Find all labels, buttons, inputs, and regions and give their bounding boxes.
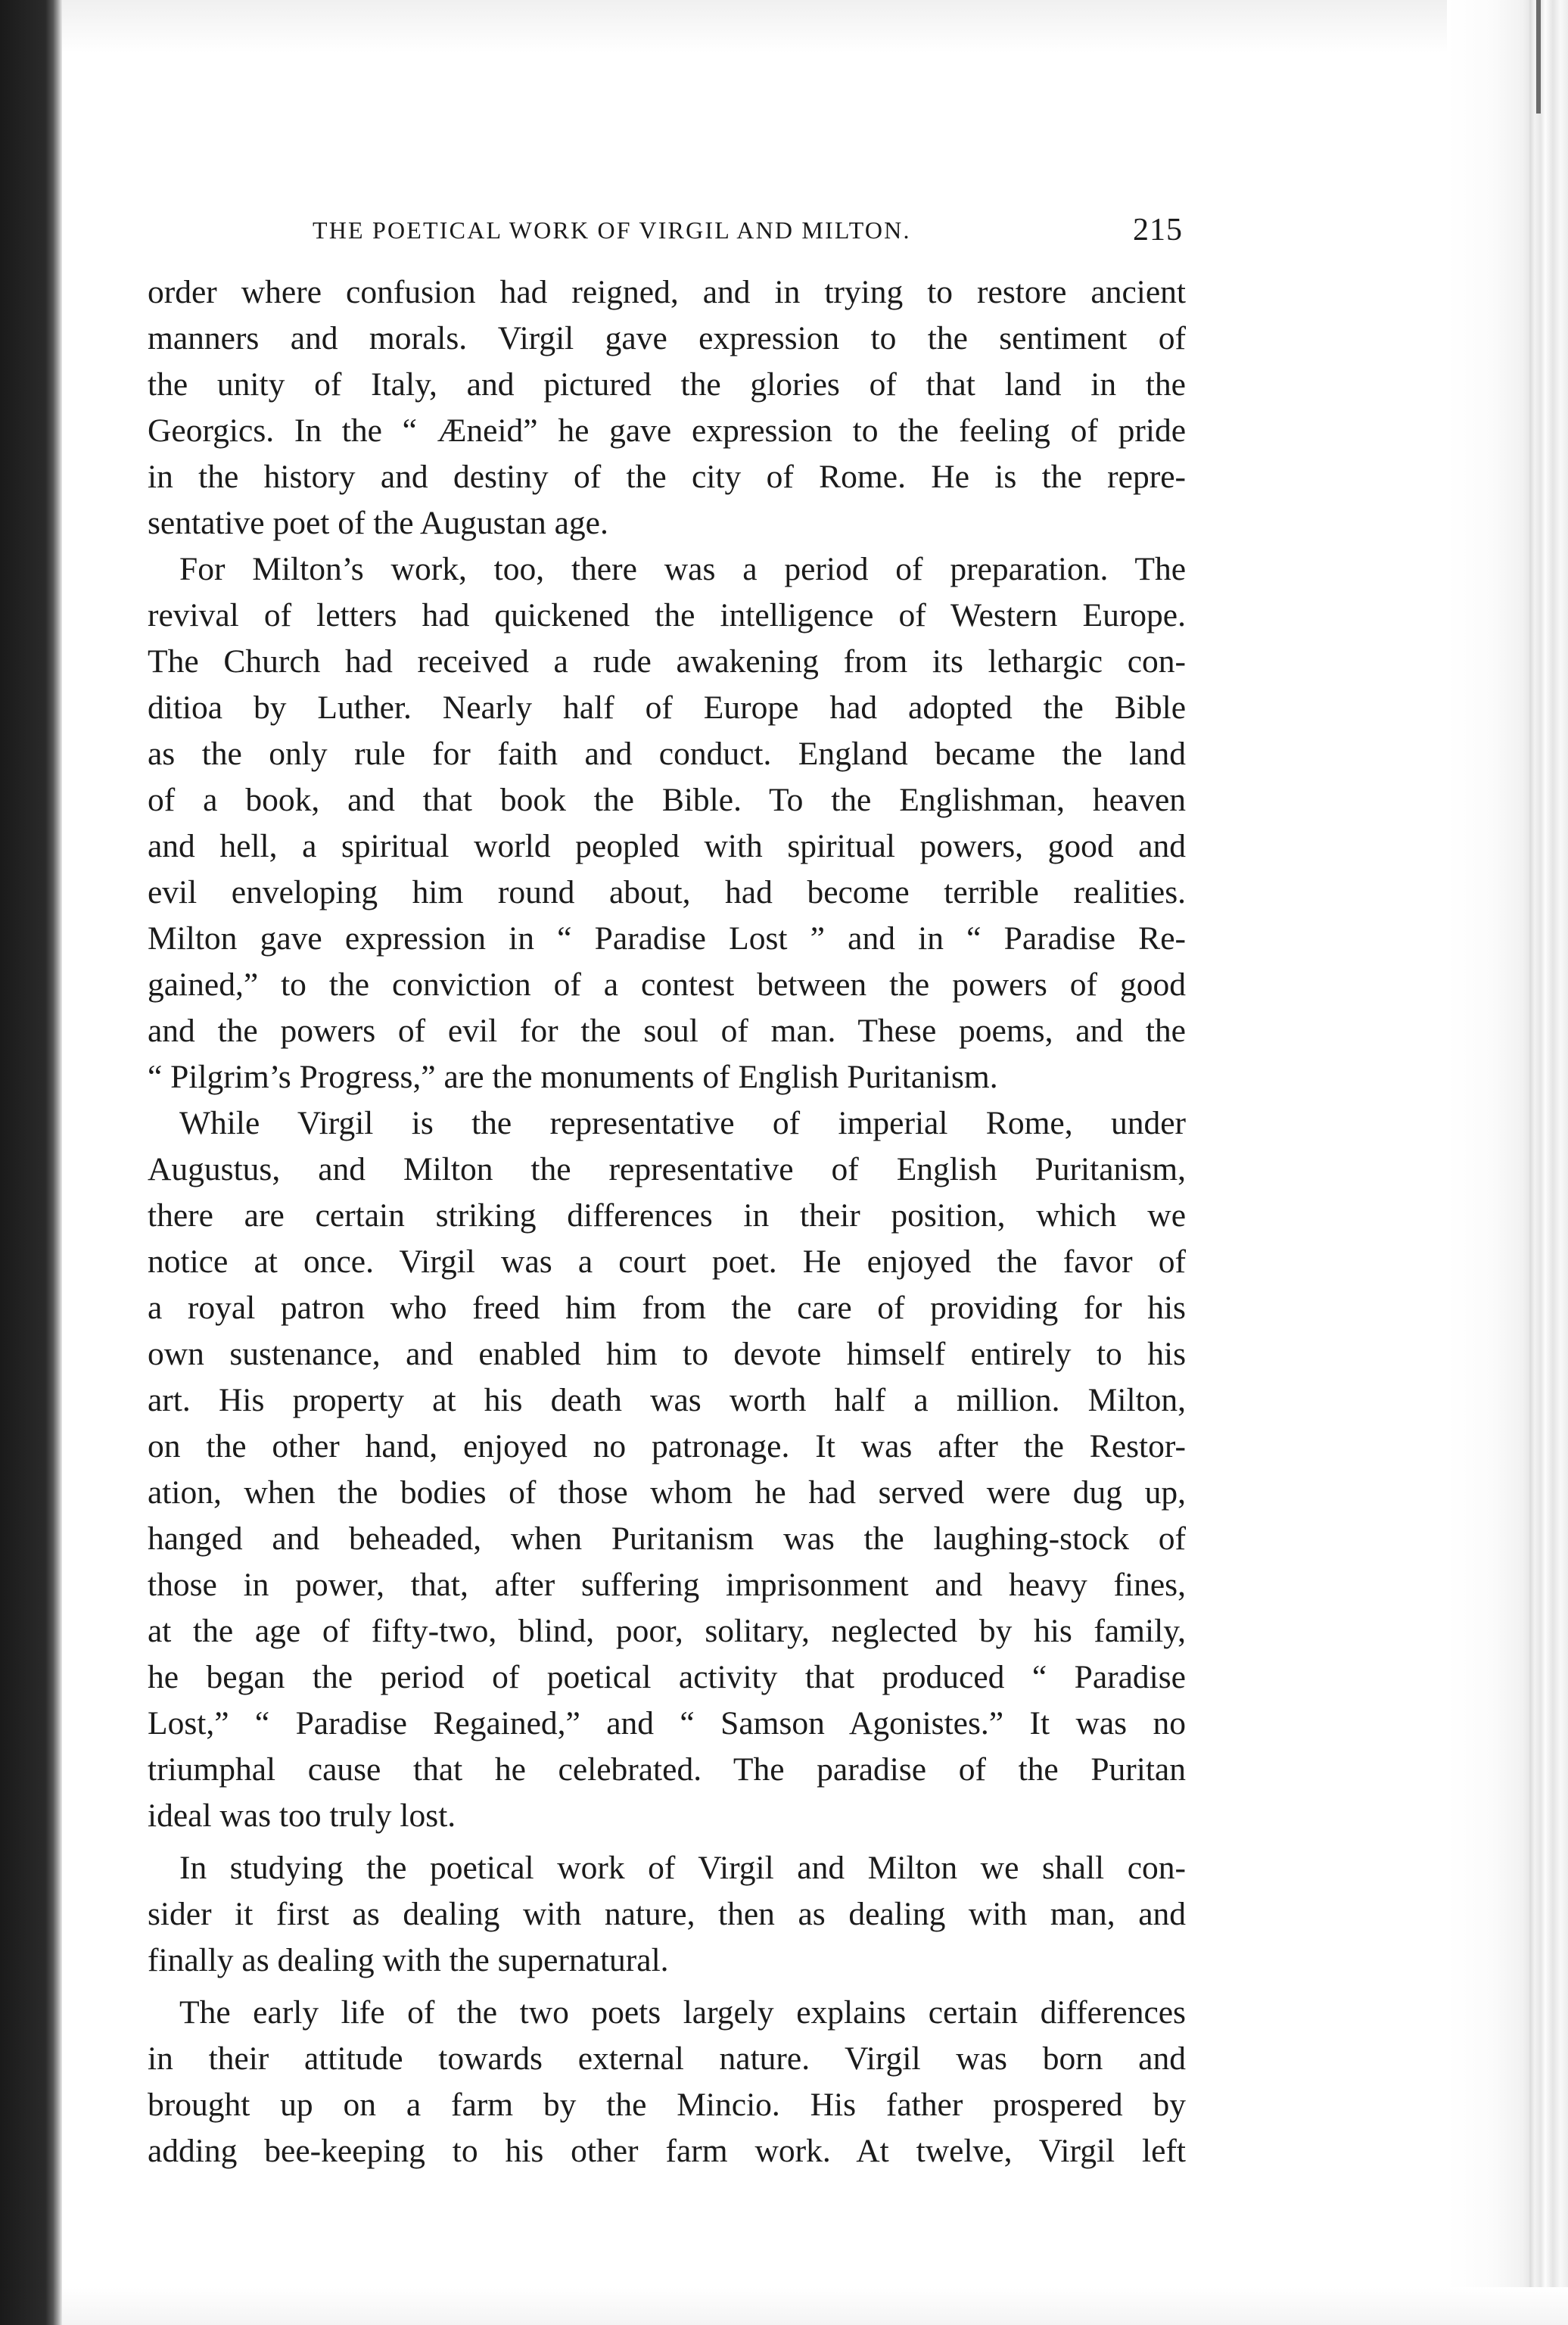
text-line: sentative poet of the Augustan age. [148,505,608,541]
text-line: he began the period of poetical activity that produced “ Paradise [148,1659,1186,1695]
text-line: The Church had received a rude awakening from its lethargic con- [148,643,1186,680]
text-line: Augustus, and Milton the representative of English Puritanism, [148,1151,1186,1187]
text-line: In studying the poetical work of Virgil and Milton we shall con- [179,1850,1186,1886]
text-line: evil enveloping him round about, had become terrible realities. [148,874,1186,910]
paragraph-gap [148,1839,1186,1845]
text-line: and the powers of evil for the soul of man. These poems, and the [148,1013,1186,1049]
text-line: ideal was too truly lost. [148,1797,456,1834]
text-line: in the history and destiny of the city of Rome. He is the repre- [148,459,1186,495]
text-line: own sustenance, and enabled him to devote himself entirely to his [148,1336,1186,1372]
running-title: THE POETICAL WORK OF VIRGIL AND MILTON. [313,216,911,244]
text-line: finally as dealing with the supernatural. [148,1942,669,1978]
text-line: ditioa by Luther. Nearly half of Europe had adopted the Bible [148,689,1186,726]
text-line: those in power, that, after suffering imprisonment and heavy fines, [148,1567,1186,1603]
paragraph [148,1100,1186,1839]
text-line: there are certain striking differences in their position, which we [148,1197,1186,1234]
text-line: order where confusion had reigned, and in trying to restore ancient [148,274,1186,310]
text-line: the unity of Italy, and pictured the glories of that land in the [148,366,1186,403]
text-line: hanged and beheaded, when Puritanism was the laughing-stock of [148,1520,1186,1557]
text-line: on the other hand, enjoyed no patronage. It was after the Restor- [148,1428,1186,1464]
body-text [148,269,1186,2174]
text-line: as the only rule for faith and conduct. England became the land [148,736,1186,772]
text-line: Georgics. In the “ Æneid” he gave expression to the feeling of pride [148,412,1186,449]
scan-left-edge [0,0,62,2325]
text-line: gained,” to the conviction of a contest between the powers of good [148,966,1186,1003]
text-line: The early life of the two poets largely explains certain differences [179,1994,1186,2031]
text-line: art. His property at his death was worth half a million. Milton, [148,1382,1186,1418]
text-line: notice at once. Virgil was a court poet. He enjoyed the favor of [148,1243,1186,1280]
paragraph [148,546,1186,1100]
paragraph [148,1845,1186,1984]
text-line: in their attitude towards external nature. Virgil was born and [148,2040,1186,2077]
text-line: revival of letters had quickened the intelligence of Western Europe. [148,597,1186,633]
page-number: 215 [1133,213,1183,247]
text-line: manners and morals. Virgil gave expression to the sentiment of [148,320,1186,356]
text-line: at the age of fifty-two, blind, poor, solitary, neglected by his family, [148,1613,1186,1649]
text-line: and hell, a spiritual world peopled with spiritual powers, good and [148,828,1186,864]
text-line: sider it first as dealing with nature, then as dealing with man, and [148,1896,1186,1932]
page-bottom-shadow [62,2287,1568,2325]
text-line: brought up on a farm by the Mincio. His father prospered by [148,2087,1186,2123]
text-line: For Milton’s work, too, there was a period of preparation. The [179,551,1186,587]
scan-right-edge [1447,0,1568,2325]
text-line: Milton gave expression in “ Paradise Lost ” and in “ Paradise Re- [148,920,1186,957]
running-head [148,212,1184,250]
text-line: adding bee-keeping to his other farm work. At twelve, Virgil left [148,2133,1186,2169]
paragraph-gap [148,1984,1186,1990]
text-line: triumphal cause that he celebrated. The paradise of the Puritan [148,1751,1186,1788]
text-line: a royal patron who freed him from the care of providing for his [148,1290,1186,1326]
page-top-shadow [62,0,1447,53]
text-line: While Virgil is the representative of imperial Rome, under [179,1105,1186,1141]
text-line: ation, when the bodies of those whom he had served were dug up, [148,1474,1186,1511]
text-line: Lost,” “ Paradise Regained,” and “ Samson Agonistes.” It was no [148,1705,1186,1741]
paragraph [148,269,1186,546]
text-line: of a book, and that book the Bible. To the Englishman, heaven [148,782,1186,818]
text-line: “ Pilgrim’s Progress,” are the monuments of English Puritanism. [148,1059,998,1095]
paragraph [148,1990,1186,2174]
